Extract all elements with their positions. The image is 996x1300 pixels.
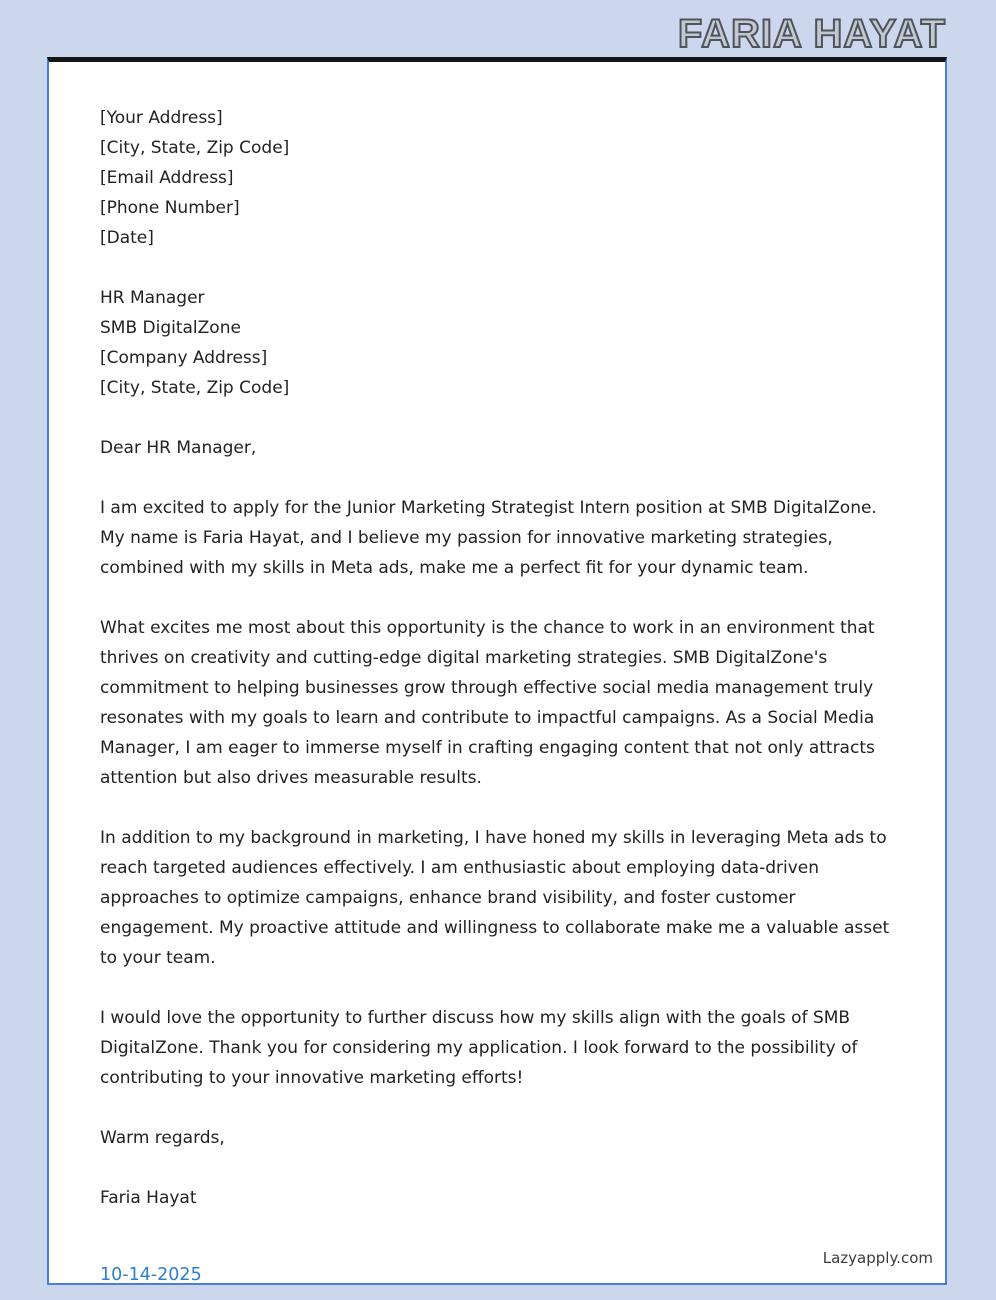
sender-address-line: [Your Address] [100, 108, 223, 128]
letter-body [49, 62, 945, 1213]
sender-address-block [100, 103, 893, 253]
sender-address-line: [Email Address] [100, 168, 234, 188]
letter-paragraph: I am excited to apply for the Junior Marketing Strategist Intern position at SMB DigitalZone. My name is Faria Hayat, and I believe my passion for innovative marketing strategies, combined with my skills in Meta ads, make me a perfect fit for your dynamic team. [100, 498, 877, 578]
letter-paragraph: In addition to my background in marketing, I have honed my skills in leveraging Meta ads to reach targeted audiences effectively. I am enthusiastic about employing data-driven approaches to optimize campaigns, enhance brand visibility, and foster customer engagement. My proactive attitude and willingness to collaborate make me a valuable asset to your team. [100, 828, 890, 968]
letter-page [47, 57, 947, 1285]
watermark-link[interactable]: Lazyapply.com [822, 1249, 933, 1267]
sender-address-line: [Date] [100, 228, 154, 248]
recipient-address-block [100, 283, 893, 403]
sender-address-line: [Phone Number] [100, 198, 240, 218]
recipient-address-line: SMB DigitalZone [100, 318, 241, 338]
closing: Warm regards, [100, 1128, 225, 1148]
page-title: FARIA HAYAT [677, 12, 946, 56]
recipient-address-line: HR Manager [100, 288, 205, 308]
letter-paragraph: What excites me most about this opportunity is the chance to work in an environment that thrives on creativity and cutting-edge digital marketing strategies. SMB DigitalZone's commitment to helping businesses grow through effective social media management truly resonates with my goals to learn and contribute to impactful campaigns. As a Social Media Manager, I am eager to immerse myself in crafting engaging content that not only attracts attention but also drives measurable results. [100, 618, 875, 788]
date-footer: 10-14-2025 [100, 1265, 202, 1285]
signature-name: Faria Hayat [100, 1188, 197, 1208]
letter-paragraph: I would love the opportunity to further discuss how my skills align with the goals of SMB DigitalZone. Thank you for considering my application. I look forward to the possibility of contributing to your innovative marketing efforts! [100, 1008, 858, 1088]
recipient-address-line: [Company Address] [100, 348, 268, 368]
recipient-address-line: [City, State, Zip Code] [100, 378, 290, 398]
salutation: Dear HR Manager, [100, 438, 257, 458]
sender-address-line: [City, State, Zip Code] [100, 138, 290, 158]
